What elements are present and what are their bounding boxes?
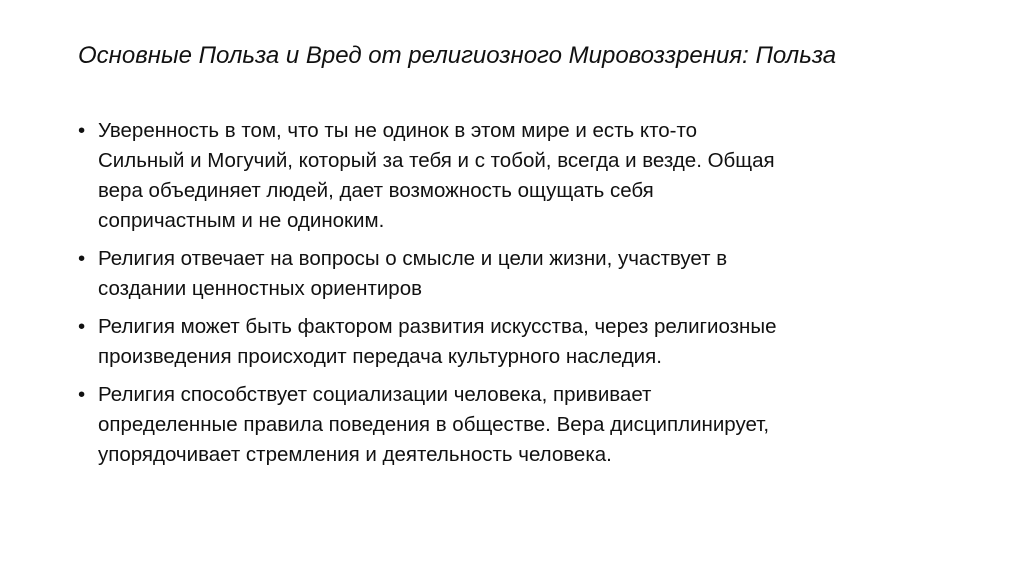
bullet-marker: •	[78, 383, 86, 406]
bullet-text-line: Религия может быть фактором развития искусства, через религиозные	[98, 315, 777, 338]
bullet-marker: •	[78, 315, 86, 338]
bullet-text-line: Религия способствует социализации человека, прививает	[98, 383, 652, 406]
bullet-item	[78, 312, 958, 372]
bullet-marker: •	[78, 247, 86, 270]
bullet-item	[78, 380, 958, 470]
bullet-marker: •	[78, 119, 86, 142]
bullet-text-line: Религия отвечает на вопросы о смысле и цели жизни, участвует в	[98, 247, 728, 270]
bullet-text-line: сопричастным и не одиноким.	[98, 209, 385, 232]
bullet-text-line: вера объединяет людей, дает возможность ощущать себя	[98, 179, 654, 202]
bullet-text-line: Сильный и Могучий, который за тебя и с тобой, всегда и везде. Общая	[98, 149, 775, 172]
bullet-text-line: упорядочивает стремления и деятельность человека.	[98, 443, 612, 466]
slide-title: Основные Польза и Вред от религиозного Мировоззрения: Польза	[78, 42, 837, 69]
bullet-text-line: произведения происходит передача культурного наследия.	[98, 345, 662, 368]
bullet-text-line: определенные правила поведения в обществе. Вера дисциплинирует,	[98, 413, 770, 436]
bullet-text-line: Уверенность в том, что ты не одинок в этом мире и есть кто-то	[98, 119, 698, 142]
bullet-item	[78, 116, 958, 236]
bullet-item	[78, 244, 958, 304]
bullet-list	[78, 116, 958, 478]
bullet-text-line: создании ценностных ориентиров	[98, 277, 422, 300]
